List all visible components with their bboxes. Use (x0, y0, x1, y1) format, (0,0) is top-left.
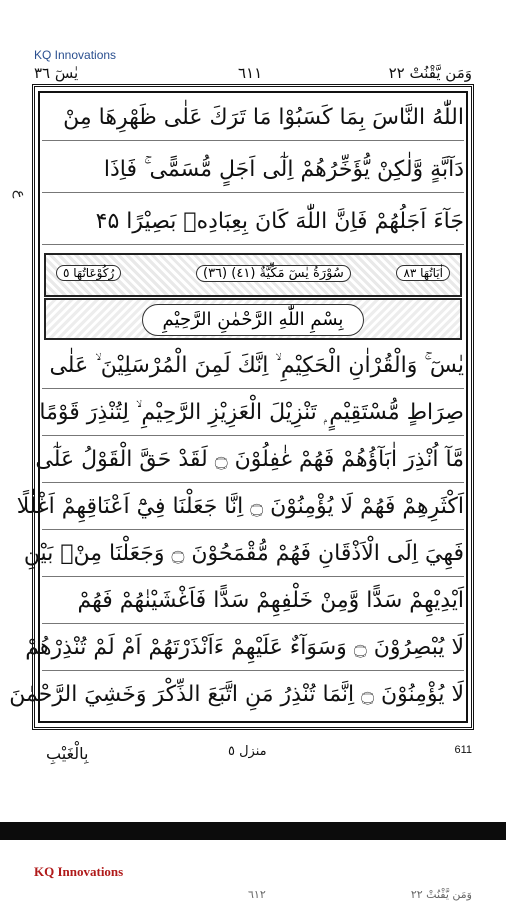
ayat-line: فَهِيَ اِلَى الْاَذْقَانِ فَهُمْ مُّقْمَحُوْنَ ۝ وَجَعَلْنَا مِنْۢ بَيْنِ (42, 532, 464, 577)
ayat-line: صِرَاطٍ مُّسْتَقِيْمٍ ۭ تَنْزِيْلَ الْعَزِيْزِ الرَّحِيْمِ ۙ لِتُنْذِرَ قَوْمًا (42, 391, 464, 436)
page-separator (0, 822, 506, 840)
ayat-line: يٰسٓ ۚ وَالْقُرْاٰنِ الْحَكِيْمِ ۙ اِنَّكَ لَمِنَ الْمُرْسَلِيْنَ ۙ عَلٰى (42, 344, 464, 389)
next-page-header: وَمَن يَّقْنُتْ ٢٢ (410, 888, 472, 901)
next-page-brand: KQ Innovations (34, 864, 124, 879)
next-page-number: ٦١٢ (248, 888, 266, 901)
rukus-count: رُكُوْعَاتُهَا ٥ (56, 265, 121, 281)
surah-banner (44, 253, 462, 297)
ayat-line: دَآبَّةٍ وَّلٰكِنْ يُّؤَخِّرُهُمْ اِلٰٓى اَجَلٍ مُّسَمًّى ۚ فَاِذَا (42, 148, 464, 193)
ayat-line: جَآءَ اَجَلُهُمْ فَاِنَّ اللّٰهَ كَانَ بِعِبَادِهٖ بَصِيْرًا ۴۵ (42, 200, 464, 245)
ayat-line: لَا يُبْصِرُوْنَ ۝ وَسَوَآءٌ عَلَيْهِمْ ءَاَنْذَرْتَهُمْ اَمْ لَمْ تُنْذِرْهُمْ (42, 626, 464, 671)
app-brand: KQ Innovations (34, 48, 117, 62)
ruku-marker: ع (12, 190, 28, 199)
ayat-line: مَّآ اُنْذِرَ اٰبَآؤُهُمْ فَهُمْ غٰفِلُوْنَ ۝ لَقَدْ حَقَّ الْقَوْلُ عَلٰٓى (42, 438, 464, 483)
ayat-line: اَكْثَرِهِمْ فَهُمْ لَا يُؤْمِنُوْنَ ۝ اِنَّا جَعَلْنَا فِيْٓ اَعْنَاقِهِمْ اَغْلٰلًا (42, 485, 464, 530)
ayat-line: اللّٰهُ النَّاسَ بِمَا كَسَبُوْا مَا تَرَكَ عَلٰى ظَهْرِهَا مِنْ (42, 96, 464, 141)
page-number-latin: 611 (454, 744, 472, 756)
ayat-line: اَيْدِيْهِمْ سَدًّا وَّمِنْ خَلْفِهِمْ سَدًّا فَاَغْشَيْنٰهُمْ فَهُمْ (42, 579, 464, 624)
bismillah-banner (44, 298, 462, 340)
surah-name: (٣٦) سُوْرَةُ يٰسٓ مَكِّيَّةٌ (٤١) (196, 265, 351, 282)
catchword: بِالْغَيْبِ (46, 744, 89, 763)
manzil-label: منزل ٥ (228, 744, 267, 759)
surah-header: يٰسٓ ٣٦ (34, 64, 79, 82)
verses-count: اٰيَاتُهَا ٨٣ (396, 265, 450, 281)
juz-header: وَمَن يَّقْنُتْ ٢٢ (388, 64, 472, 82)
ayat-line: لَا يُؤْمِنُوْنَ ۝ اِنَّمَا تُنْذِرُ مَنِ اتَّبَعَ الذِّكْرَ وَخَشِيَ الرَّحْمٰنَ (9, 682, 464, 707)
bismillah-text: بِسْمِ اللّٰهِ الرَّحْمٰنِ الرَّحِيْمِ (142, 304, 364, 336)
page-number: ٦١١ (238, 64, 263, 82)
